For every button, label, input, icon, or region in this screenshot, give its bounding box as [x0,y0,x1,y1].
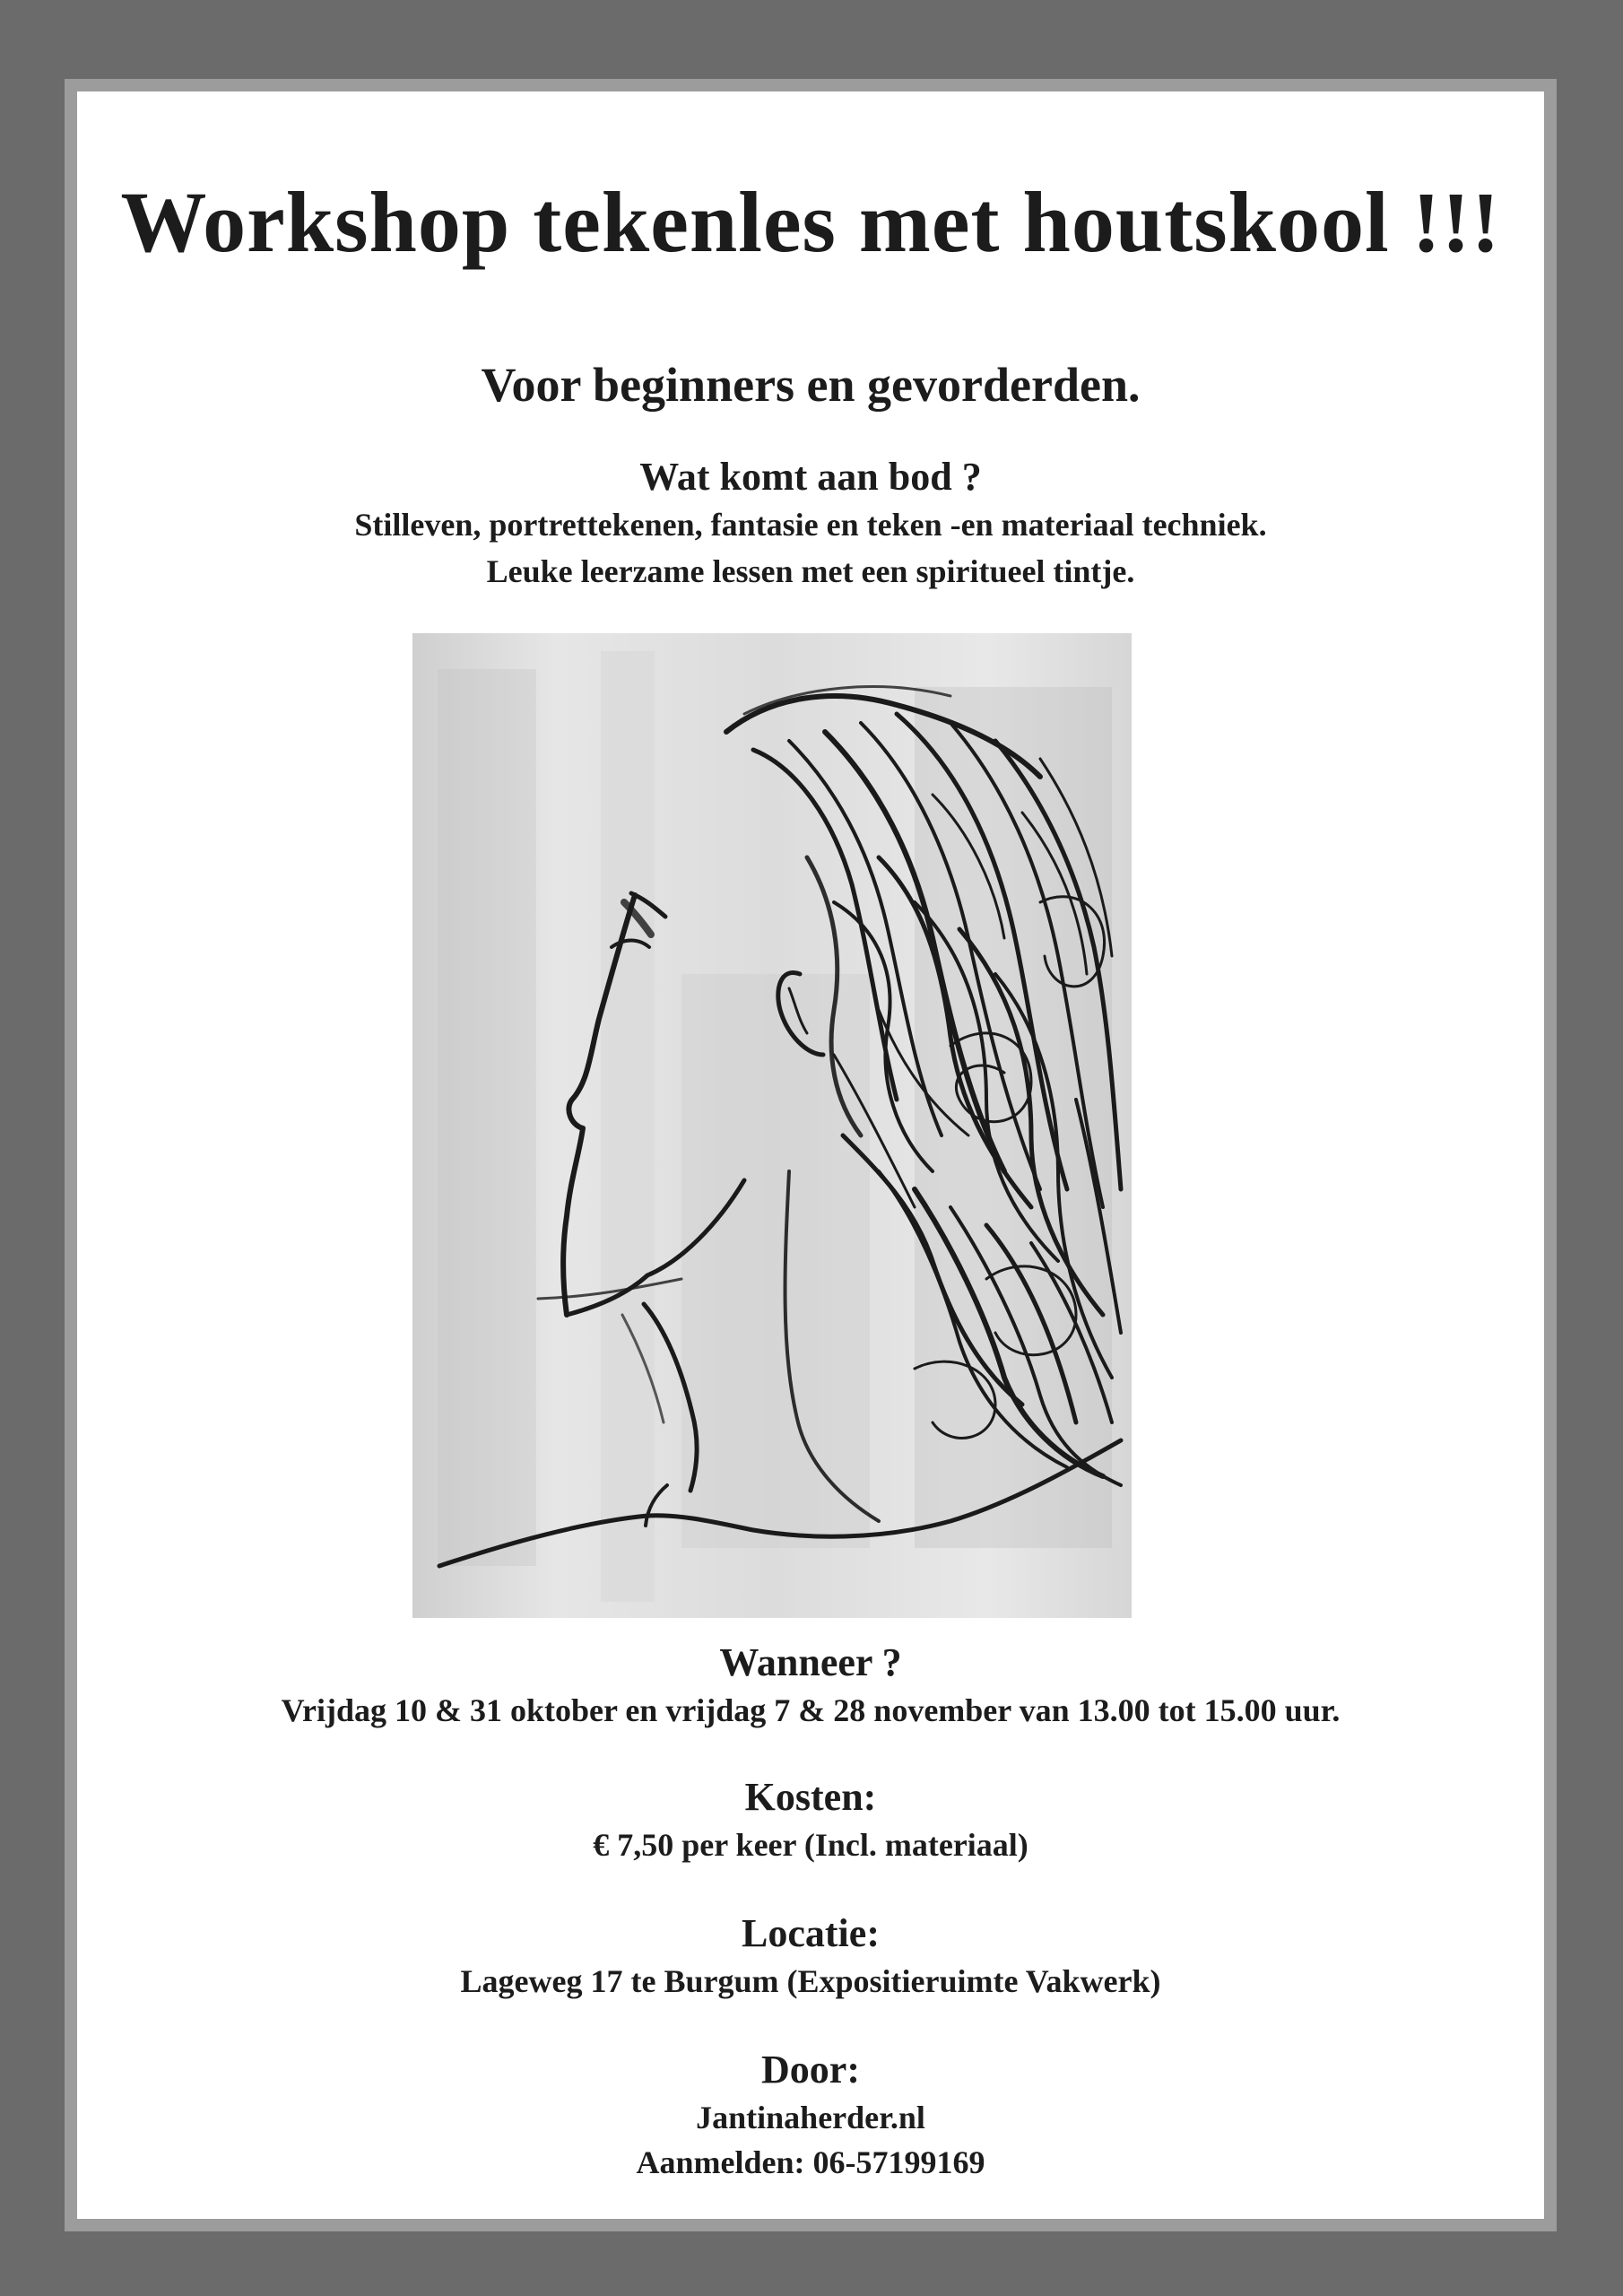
poster-title: Workshop tekenles met houtskool !!! [120,174,1501,270]
location-heading: Locatie: [742,1911,880,1955]
poster-paper [77,91,1544,2219]
by-heading: Door: [761,2048,860,2092]
by-signup: Aanmelden: 06-57199169 [636,2144,985,2180]
location-text: Lageweg 17 te Burgum (Expositieruimte Vakwerk) [460,1963,1161,1999]
what-line-2: Leuke leerzame lessen met een spiritueel tintje. [486,553,1135,589]
what-line-1: Stilleven, portrettekenen, fantasie en teken -en materiaal techniek. [354,507,1267,543]
cost-text: € 7,50 per keer (Incl. materiaal) [593,1827,1028,1863]
what-heading: Wat komt aan bod ? [639,455,982,499]
portrait-sketch-illustration [412,633,1132,1618]
cost-heading: Kosten: [744,1775,877,1819]
when-heading: Wanneer ? [719,1640,902,1684]
poster-subtitle: Voor beginners en gevorderden. [481,358,1141,412]
when-text: Vrijdag 10 & 31 oktober en vrijdag 7 & 28 november van 13.00 tot 15.00 uur. [281,1692,1341,1728]
charcoal-portrait-drawing [412,633,1132,1618]
by-website: Jantinaherder.nl [696,2100,925,2135]
